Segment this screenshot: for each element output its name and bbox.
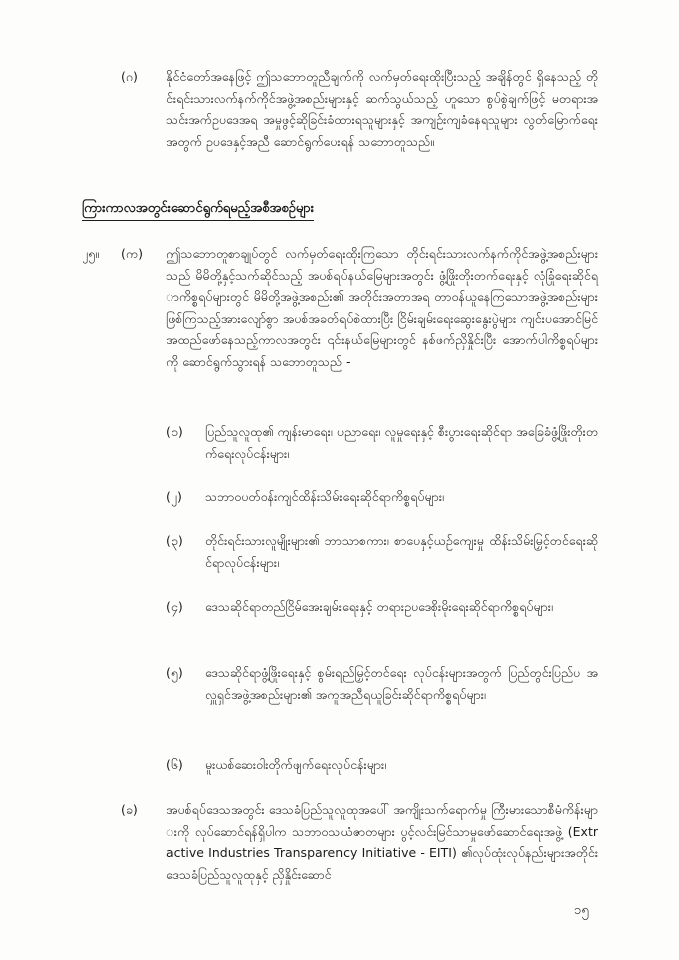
list-item-text: ဒေသဆိုင်ရာဖွံ့ဖြိုးရေးနှင့် စွမ်းရည်မြှင့်တင်ရေး လုပ်ငန်းများအတွက် ပြည်တွင်းပြည်ပ အလှူရှင်အဖွဲ့အစည်းများ၏ အကူအညီရယူခြင်းဆိုင်ရာကိစ္စရပ်များ၊ (205, 665, 598, 702)
section-heading: ကြားကာလအတွင်းဆောင်ရွက်ရမည့်အစီအစဉ်များ (82, 198, 314, 221)
list-item-text: ဒေသဆိုင်ရာတည်ငြိမ်အေးချမ်းရေးနှင့် တရားဥပဒေစိုးမိုးရေးဆိုင်ရာကိစ္စရပ်များ၊ (205, 599, 553, 614)
list-item-text: သဘာဝပတ်ဝန်းကျင်ထိန်းသိမ်းရေးဆိုင်ရာကိစ္စရပ်များ၊ (205, 489, 444, 504)
list-item-number: (၁) (166, 424, 183, 439)
list-item-text: မူးယစ်ဆေးဝါးတိုက်ဖျက်ရေးလုပ်ငန်းများ၊ (205, 757, 387, 772)
list-item-number: (၅) (166, 665, 183, 680)
list-item-number: (၄) (166, 599, 183, 614)
list-item-text: ပြည်သူလူထု၏ ကျန်းမာရေး၊ ပညာရေး၊ လူမှုရေးနှင့် စီးပွားရေးဆိုင်ရာ အခြေခံဖွံ့ဖြိုးတိုးတက်ရေးလုပ်ငန်းများ၊ (205, 424, 598, 461)
list-item-text: တိုင်းရင်းသားလူမျိုးများ၏ ဘာသာစကား၊ စာပေနှင့်ယဉ်ကျေးမှု ထိန်းသိမ်းမြှင့်တင်ရေးဆိုင်ရာလုပ်ငန်းများ၊ (205, 533, 598, 570)
list-item-number: (၃) (166, 533, 183, 548)
clause-sub-number-ka: (က) (121, 246, 143, 261)
clause-kha-text: အပစ်ရပ်ဒေသအတွင်း ဒေသခံပြည်သူလူထုအပေါ် အကျိုးသက်ရောက်မှု ကြီးမားသောစီမံကိန်းများကို လုပ်ဆောင်ရန်ရှိပါက သဘာဝသယံဇာတများ ပွင့်လင်းမြင်သာမှုဖော်ဆောင်ရေးအဖွဲ့ (Extractive Industries Transparency Initiative - EITI) ၏လုပ်ထုံးလုပ်နည်းများအတိုင်း ဒေသခံပြည်သူလူထုနှင့် ညှိနှိုင်းဆောင် (166, 802, 598, 882)
paragraph-number-ga: (ဂ) (121, 69, 138, 84)
clause-sub-number-kha: (ခ) (121, 802, 138, 817)
list-item-number: (၆) (166, 757, 183, 772)
paragraph-ga-text: နိုင်ငံတော်အနေဖြင့် ဤသဘောတူညီချက်ကို လက်မှတ်ရေးထိုးပြီးသည့် အချိန်တွင် ရှိနေသည့် တိုင်းရင်းသားလက်နက်ကိုင်အဖွဲ့အစည်းများနှင့် ဆက်သွယ်သည့် ဟူသော စွပ်စွဲချက်ဖြင့် မတရားအသင်းအက်ဥပဒေအရ အမှုဖွင့်ဆိုခြင်းခံထားရသူများနှင့် အကျဉ်းကျခံနေရသူများ လွတ်မြောက်ရေးအတွက် ဥပဒေနှင့်အညီ ဆောင်ရွက်ပေးရန် သဘောတူသည်။ (166, 69, 598, 149)
clause-number: ၂၅။ (82, 246, 99, 261)
clause-ka-text: ဤသဘောတူစာချုပ်တွင် လက်မှတ်ရေးထိုးကြသော တိုင်းရင်းသားလက်နက်ကိုင်အဖွဲ့အစည်းများသည် မိမိတို့နှင့်သက်ဆိုင်သည့် အပစ်ရပ်နယ်မြေများအတွင်း ဖွံ့ဖြိုးတိုးတက်ရေးနှင့် လုံခြုံရေးဆိုင်ရာကိစ္စရပ်များတွင် မိမိတို့အဖွဲ့အစည်း၏ အတိုင်းအတာအရ တာဝန်ယူနေကြသောအဖွဲ့အစည်းများဖြစ်ကြသည့်အားလျော်စွာ အပစ်အခတ်ရပ်စဲထားပြီး ငြိမ်းချမ်းရေးဆွေးနွေးပွဲများ ကျင်းပအောင်မြင်အထည်ဖော်နေသည့်ကာလအတွင်း ၎င်းနယ်မြေများတွင် နစ်ဖက်ညှိနှိုင်းပြီး အောက်ပါကိစ္စရပ်များကို ဆောင်ရွက်သွားရန် သဘောတူသည် - (166, 246, 598, 369)
list-item-number: (၂) (166, 489, 182, 504)
page-number: ၁၅ (574, 903, 589, 918)
